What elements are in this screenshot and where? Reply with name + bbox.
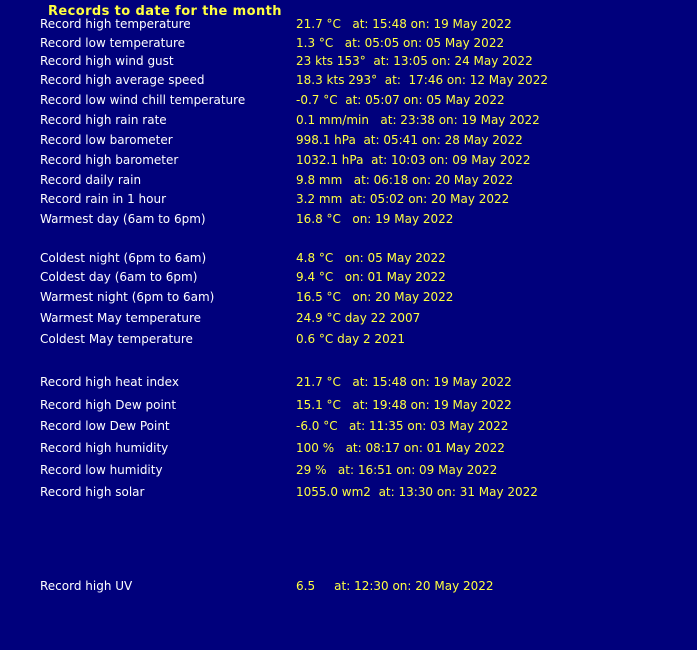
record-value: 18.3 kts 293° at: 17:46 on: 12 May 2022 <box>296 73 548 87</box>
record-row-coldest-day <box>0 270 697 288</box>
record-value: 16.8 °C on: 19 May 2022 <box>296 212 454 226</box>
record-row-high-heat-index <box>0 375 697 393</box>
record-value: -6.0 °C at: 11:35 on: 03 May 2022 <box>296 419 509 433</box>
record-label: Record high rain rate <box>40 113 167 127</box>
record-value: 9.4 °C on: 01 May 2022 <box>296 270 446 284</box>
record-row-high-dew-point <box>0 398 697 416</box>
record-value: 29 % at: 16:51 on: 09 May 2022 <box>296 463 498 477</box>
record-row-low-dew-point <box>0 419 697 437</box>
record-row-high-temperature <box>0 17 697 35</box>
record-value: 23 kts 153° at: 13:05 on: 24 May 2022 <box>296 54 533 68</box>
record-value: 0.1 mm/min at: 23:38 on: 19 May 2022 <box>296 113 540 127</box>
record-label: Record high barometer <box>40 153 179 167</box>
record-label: Record low Dew Point <box>40 419 170 433</box>
record-value: 4.8 °C on: 05 May 2022 <box>296 251 446 265</box>
record-label: Record high Dew point <box>40 398 177 412</box>
record-label: Coldest day (6am to 6pm) <box>40 270 198 284</box>
record-row-high-uv <box>0 579 697 597</box>
record-value: 24.9 °C day 22 2007 <box>296 311 421 325</box>
record-label: Record rain in 1 hour <box>40 192 167 206</box>
record-value: 1.3 °C at: 05:05 on: 05 May 2022 <box>296 36 505 50</box>
record-label: Record low wind chill temperature <box>40 93 246 107</box>
record-row-high-average-speed <box>0 73 697 91</box>
record-label: Record high UV <box>40 579 133 593</box>
record-row-coldest-month-temperature <box>0 332 697 350</box>
record-row-warmest-day <box>0 212 697 230</box>
record-value: 3.2 mm at: 05:02 on: 20 May 2022 <box>296 192 510 206</box>
record-label: Record low temperature <box>40 36 186 50</box>
record-row-rain-1-hour <box>0 192 697 210</box>
record-row-high-solar <box>0 485 697 503</box>
record-label: Record low barometer <box>40 133 173 147</box>
record-row-high-barometer <box>0 153 697 171</box>
record-row-warmest-month-temperature <box>0 311 697 329</box>
record-value: 21.7 °C at: 15:48 on: 19 May 2022 <box>296 17 512 31</box>
record-value: 998.1 hPa at: 05:41 on: 28 May 2022 <box>296 133 523 147</box>
record-value: 21.7 °C at: 15:48 on: 19 May 2022 <box>296 375 512 389</box>
record-row-high-wind-gust <box>0 54 697 72</box>
record-label: Record high solar <box>40 485 145 499</box>
record-label: Record high humidity <box>40 441 169 455</box>
record-label: Record low humidity <box>40 463 163 477</box>
record-label: Warmest May temperature <box>40 311 202 325</box>
record-row-high-rain-rate <box>0 113 697 131</box>
record-row-daily-rain <box>0 173 697 191</box>
record-value: 1055.0 wm2 at: 13:30 on: 31 May 2022 <box>296 485 538 499</box>
record-label: Record high temperature <box>40 17 191 31</box>
record-value: 100 % at: 08:17 on: 01 May 2022 <box>296 441 505 455</box>
record-value: -0.7 °C at: 05:07 on: 05 May 2022 <box>296 93 505 107</box>
record-value: 9.8 mm at: 06:18 on: 20 May 2022 <box>296 173 514 187</box>
record-label: Record high heat index <box>40 375 179 389</box>
record-value: 15.1 °C at: 19:48 on: 19 May 2022 <box>296 398 512 412</box>
record-row-low-temperature <box>0 36 697 54</box>
record-row-low-barometer <box>0 133 697 151</box>
record-label: Coldest May temperature <box>40 332 193 346</box>
record-label: Record high wind gust <box>40 54 174 68</box>
record-row-coldest-night <box>0 251 697 269</box>
record-label: Warmest day (6am to 6pm) <box>40 212 206 226</box>
page-title: Records to date for the month <box>48 4 282 19</box>
record-value: 1032.1 hPa at: 10:03 on: 09 May 2022 <box>296 153 531 167</box>
record-value: 16.5 °C on: 20 May 2022 <box>296 290 454 304</box>
record-label: Warmest night (6pm to 6am) <box>40 290 215 304</box>
record-label: Record high average speed <box>40 73 205 87</box>
record-row-low-wind-chill <box>0 93 697 111</box>
record-label: Coldest night (6pm to 6am) <box>40 251 207 265</box>
record-label: Record daily rain <box>40 173 142 187</box>
record-row-warmest-night <box>0 290 697 308</box>
record-row-low-humidity <box>0 463 697 481</box>
record-value: 0.6 °C day 2 2021 <box>296 332 405 346</box>
record-row-high-humidity <box>0 441 697 459</box>
record-value: 6.5 at: 12:30 on: 20 May 2022 <box>296 579 494 593</box>
